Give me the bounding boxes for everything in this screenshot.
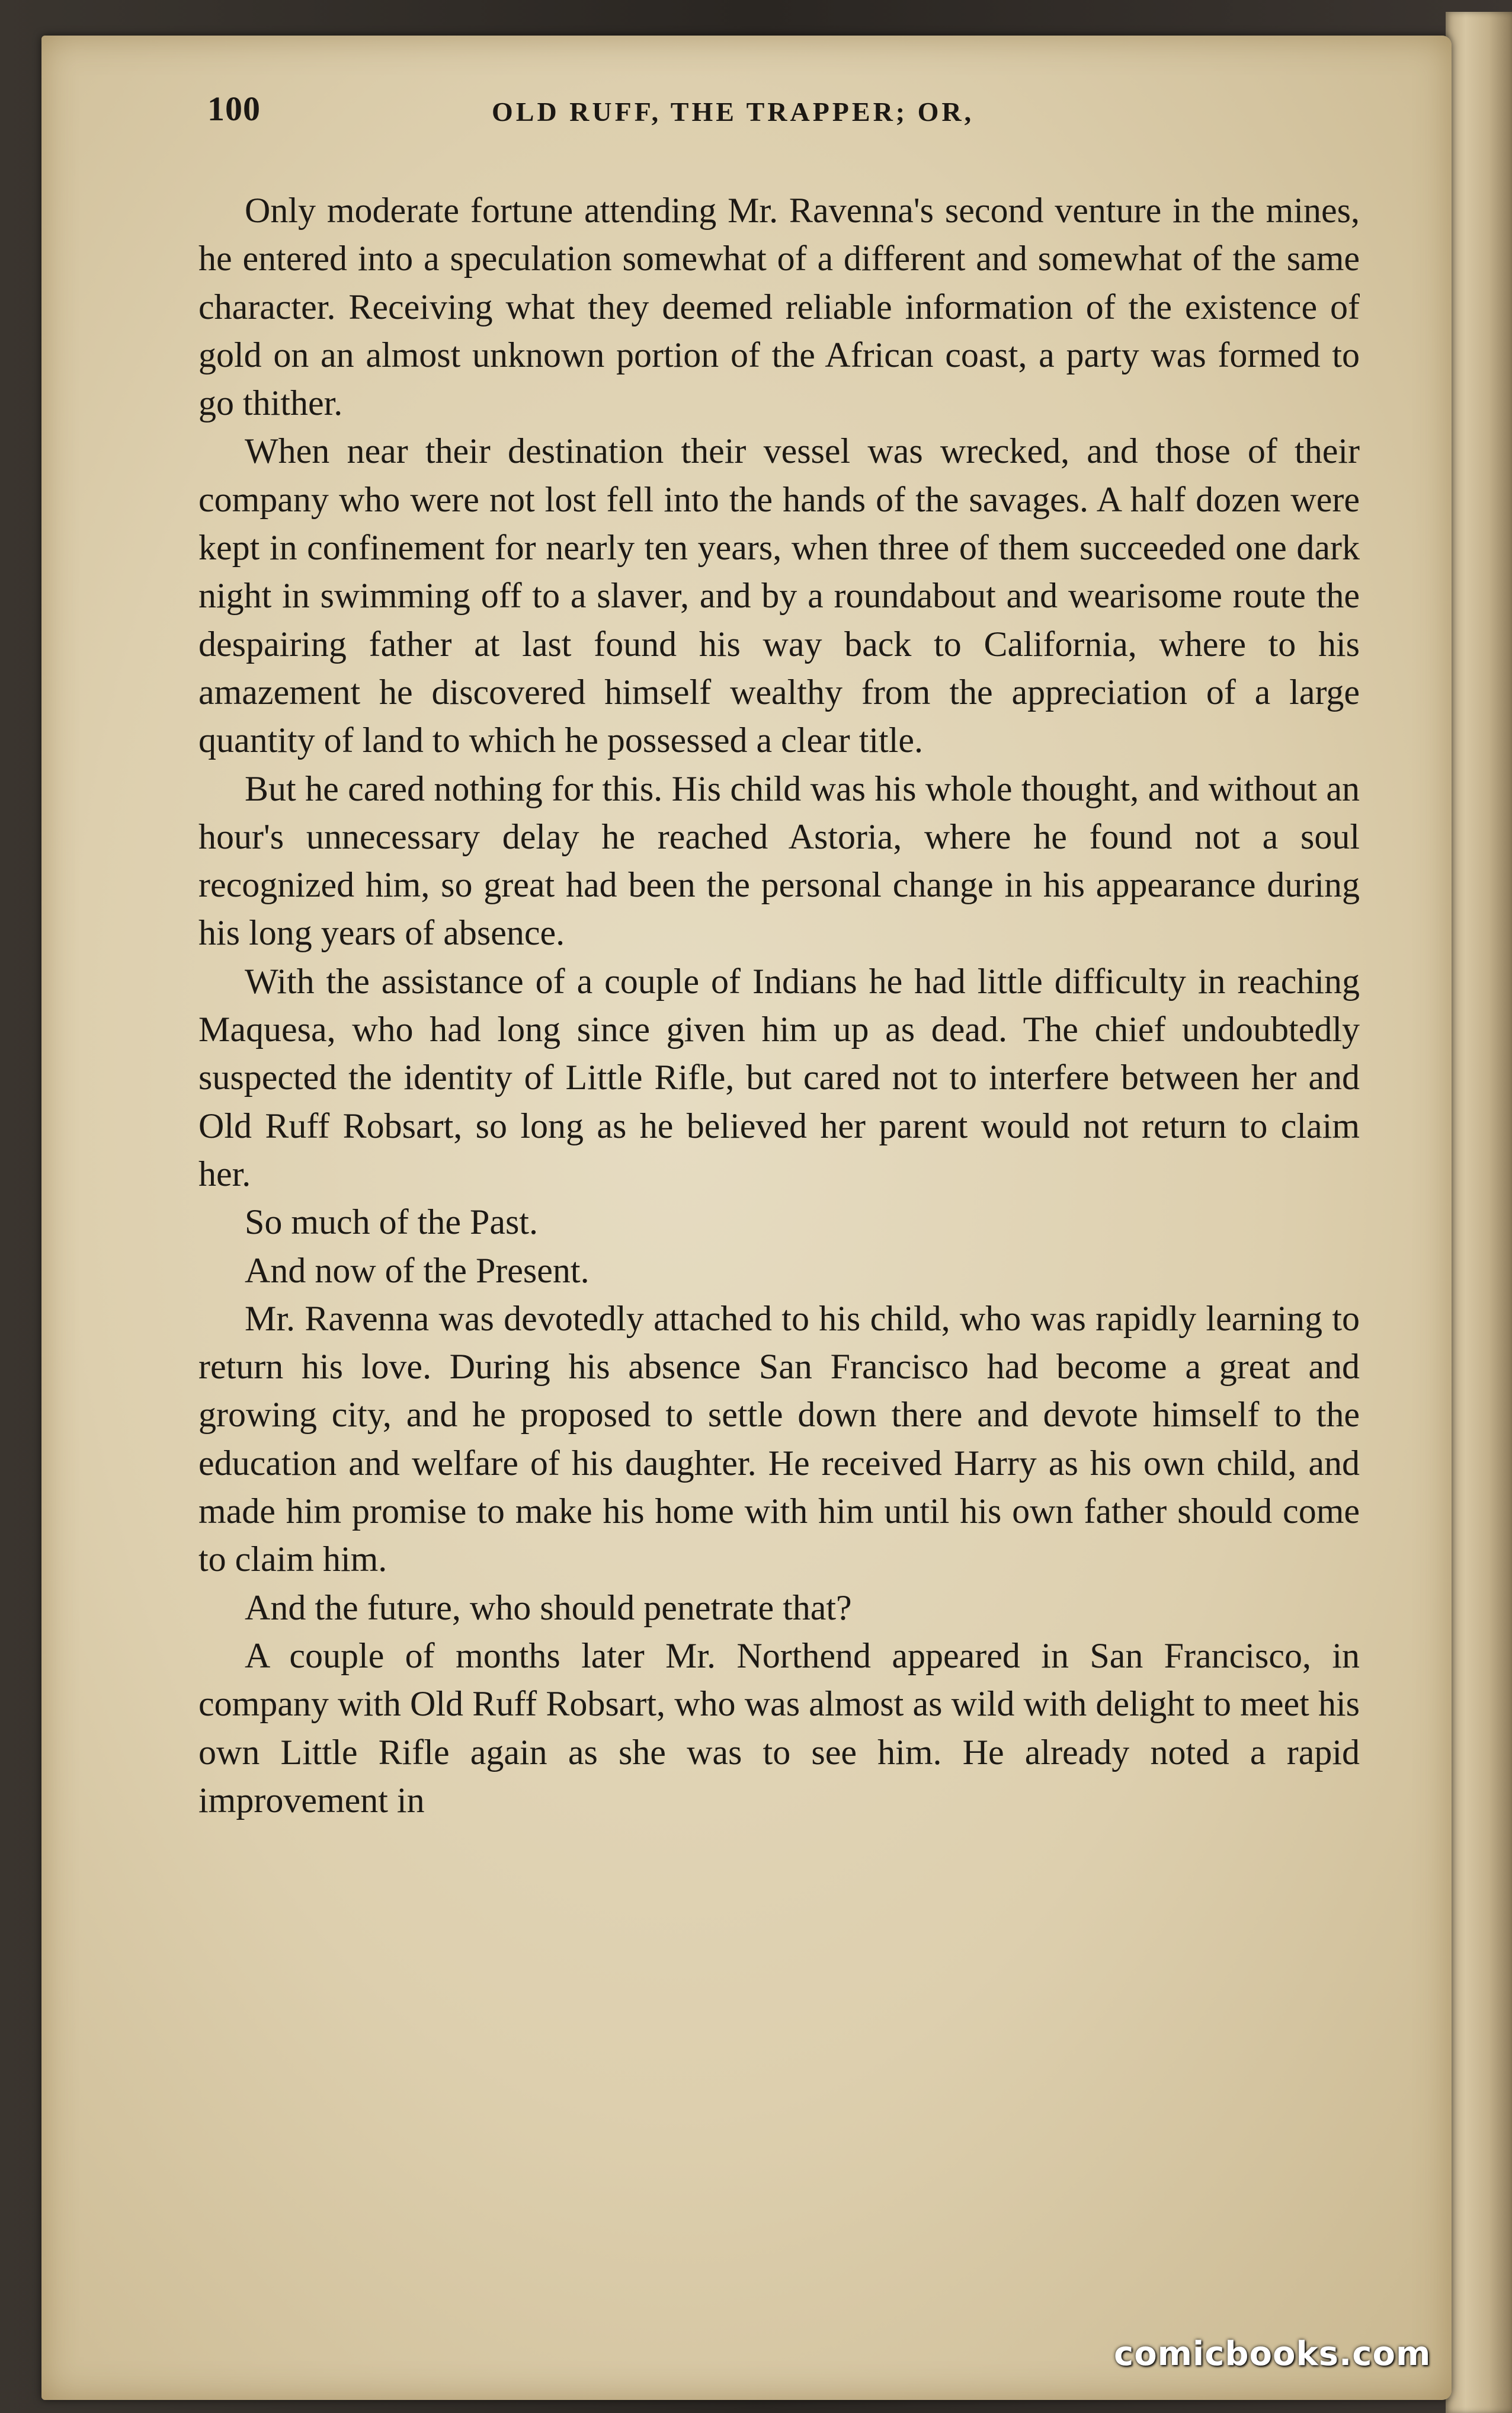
paragraph-1: Only moderate fortune attending Mr. Ravenna's second venture in the mines, he entered into a speculation somewhat of a different and somewhat of the same character. Receiving what they deemed reliable information of the existence of gold on an almost unknown portion of the African coast, a party was formed to go thither. (198, 191, 1360, 423)
page-number: 100 (207, 89, 261, 128)
running-head (207, 89, 1143, 148)
paragraph-3: But he cared nothing for this. His child was his whole thought, and without an hour's unnecessary delay he reached Astoria, where he found not a soul recognized him, so great had been the personal change in his appearance during his long years of absence. (198, 769, 1360, 953)
paragraph-4: With the assistance of a couple of Indians he had little difficulty in reaching Maquesa, who had long since given him up as dead. The chief undoubtedly suspected the identity of Little Rifle, but cared not to interfere between her and Old Ruff Robsart, so long as he believed her parent would not return to claim her. (198, 961, 1360, 1193)
paragraph-5: So much of the Past. (245, 1202, 538, 1242)
book-spine-edge (1446, 12, 1512, 2413)
paragraph-9: A couple of months later Mr. Northend appeared in San Francisco, in company with Old Ruff Robsart, who was almost as wild with delight to meet his own Little Rifle again as she was to see him. He already noted a rapid improvement in (198, 1636, 1360, 1820)
body-text (198, 187, 1360, 1825)
paragraph-2: When near their destination their vessel was wrecked, and those of their company who were not lost fell into the hands of the savages. A half dozen were kept in confinement for nearly ten years, when three of them succeeded one dark night in swimming off to a slaver, and by a roundabout and wearisome route the despairing father at last found his way back to California, where to his amazement he discovered himself wealthy from the appreciation of a large quantity of land to which he possessed a clear title. (198, 431, 1360, 760)
header-title: OLD RUFF, THE TRAPPER; OR, (492, 97, 975, 127)
paragraph-7: Mr. Ravenna was devotedly attached to his child, who was rapidly learning to return his love. During his absence San Francisco had become a great and growing city, and he proposed to settle down there and devote himself to the education and welfare of his daughter. He received Harry as his own child, and made him promise to make his home with him until his own father should come to claim him. (198, 1298, 1360, 1579)
site-watermark: comicbooks.com (1114, 2335, 1431, 2373)
paragraph-8: And the future, who should penetrate that? (245, 1588, 852, 1627)
paragraph-6: And now of the Present. (245, 1250, 590, 1290)
